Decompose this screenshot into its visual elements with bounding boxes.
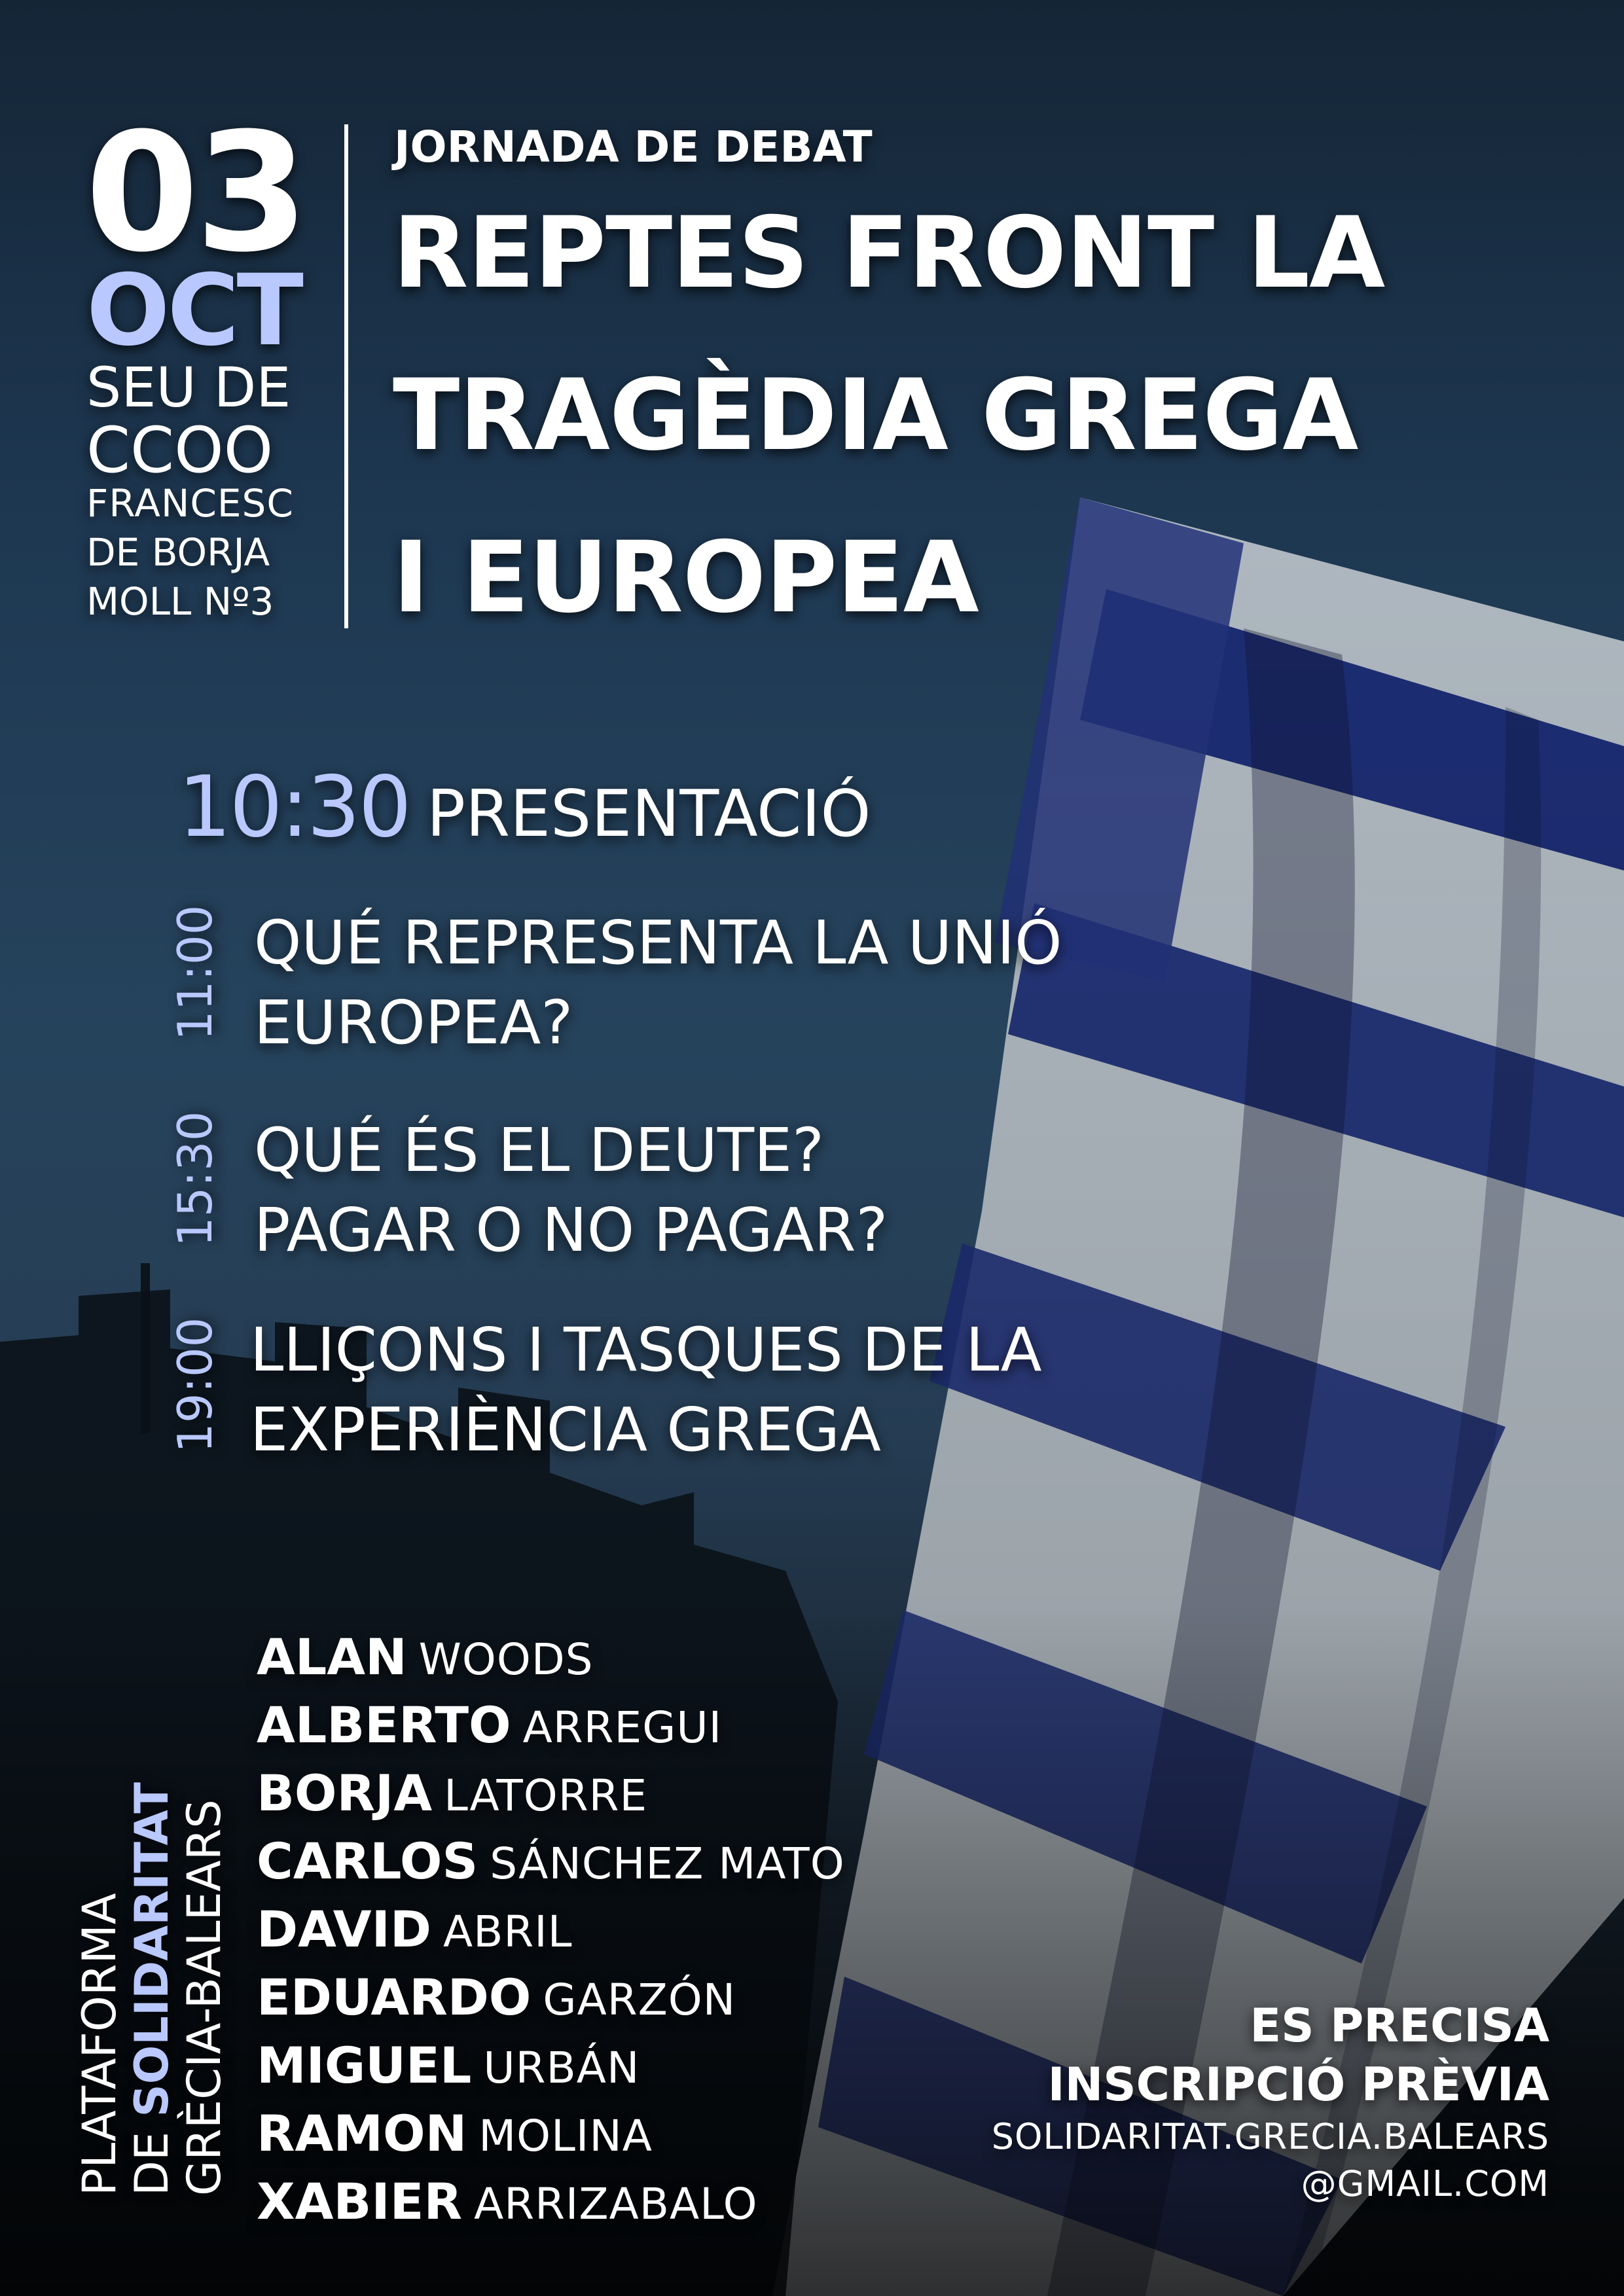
- event-title-line: TRAGÈDIA GREGA: [393, 359, 1358, 473]
- speaker-last-name: MOLINA: [478, 2111, 653, 2161]
- event-title-line: REPTES FRONT LA: [393, 196, 1385, 310]
- organiser-highlight: SOLIDARITAT: [125, 1782, 179, 2117]
- registration-email: SOLIDARITAT.GRECIA.BALEARS: [991, 2116, 1549, 2157]
- registration-line: INSCRIPCIÓ PRÈVIA: [1047, 2058, 1549, 2111]
- organiser-prefix: DE: [125, 2117, 179, 2196]
- venue-line: SEU DE: [86, 355, 291, 420]
- speaker-first-name: XABIER: [257, 2172, 463, 2231]
- organiser-line: GRÈCIA-BALEARS: [177, 1799, 231, 2196]
- speaker-first-name: RAMON: [257, 2104, 467, 2162]
- schedule-label: PRESENTACIÓ: [426, 777, 871, 852]
- speaker: [257, 1761, 845, 1829]
- event-subtitle: JORNADA DE DEBAT: [394, 122, 873, 172]
- speaker-last-name: ARRIZABALO: [474, 2179, 758, 2229]
- vertical-divider: [344, 124, 348, 628]
- speaker-first-name: CARLOS: [257, 1832, 478, 1890]
- speaker: [257, 1965, 845, 2033]
- speaker-first-name: EDUARDO: [257, 1968, 532, 2026]
- venue-line: CCOO: [86, 414, 274, 487]
- speaker-first-name: ALAN: [257, 1628, 407, 1686]
- event-day: 03: [85, 98, 305, 288]
- schedule-opening: [178, 759, 871, 856]
- speaker: [257, 2169, 845, 2237]
- schedule-time: 11:00: [168, 905, 223, 1041]
- speaker-first-name: ALBERTO: [257, 1696, 511, 1754]
- speaker-last-name: ABRIL: [442, 1907, 573, 1957]
- schedule-item: [250, 1310, 1042, 1470]
- schedule-item-line: PAGAR O NO PAGAR?: [254, 1195, 888, 1265]
- schedule-item-line: EUROPEA?: [254, 988, 573, 1058]
- event-title-line: I EUROPEA: [393, 521, 979, 635]
- speaker: [257, 1829, 845, 1897]
- schedule-time: 10:30: [178, 759, 410, 856]
- speaker-last-name: ARREGUI: [522, 1702, 723, 1753]
- organiser-line: PLATAFORMA: [73, 1893, 126, 2196]
- speaker-last-name: WOODS: [418, 1634, 594, 1685]
- speaker: [257, 1624, 845, 1693]
- speaker: [257, 2101, 845, 2169]
- schedule-item: [254, 1111, 888, 1270]
- organiser-credit: [73, 1782, 230, 2196]
- schedule-item-line: QUÉ REPRESENTA LA UNIÓ: [254, 908, 1062, 978]
- schedule-item-line: QUÉ ÉS EL DEUTE?: [254, 1115, 824, 1185]
- speaker-list: [257, 1624, 845, 2237]
- registration-email: @GMAIL.COM: [1301, 2163, 1549, 2204]
- schedule-time: 15:30: [168, 1111, 223, 1247]
- speaker-first-name: BORJA: [257, 1764, 433, 1822]
- schedule-time: 19:00: [168, 1317, 223, 1453]
- event-month: OCT: [86, 254, 301, 368]
- schedule-item-line: LLIÇONS I TASQUES DE LA: [250, 1315, 1042, 1385]
- speaker-last-name: LATORRE: [444, 1770, 648, 1821]
- speaker-first-name: DAVID: [257, 1900, 431, 1958]
- speaker-last-name: URBÁN: [483, 2043, 640, 2093]
- schedule-item: [254, 903, 1062, 1063]
- schedule-item-line: EXPERIÈNCIA GREGA: [250, 1395, 881, 1465]
- speaker-last-name: GARZÓN: [543, 1975, 736, 2025]
- speaker: [257, 2033, 845, 2101]
- venue-line: DE BORJA: [86, 530, 270, 575]
- venue-line: MOLL Nº3: [86, 579, 274, 624]
- registration-info: [991, 1999, 1549, 2204]
- venue-line: FRANCESC: [86, 481, 294, 526]
- speaker-last-name: SÁNCHEZ MATO: [490, 1839, 845, 1889]
- speaker-first-name: MIGUEL: [257, 2036, 472, 2094]
- speaker: [257, 1693, 845, 1761]
- organiser-line: [126, 1782, 178, 2196]
- speaker: [257, 1897, 845, 1965]
- registration-line: ES PRECISA: [1250, 1999, 1549, 2053]
